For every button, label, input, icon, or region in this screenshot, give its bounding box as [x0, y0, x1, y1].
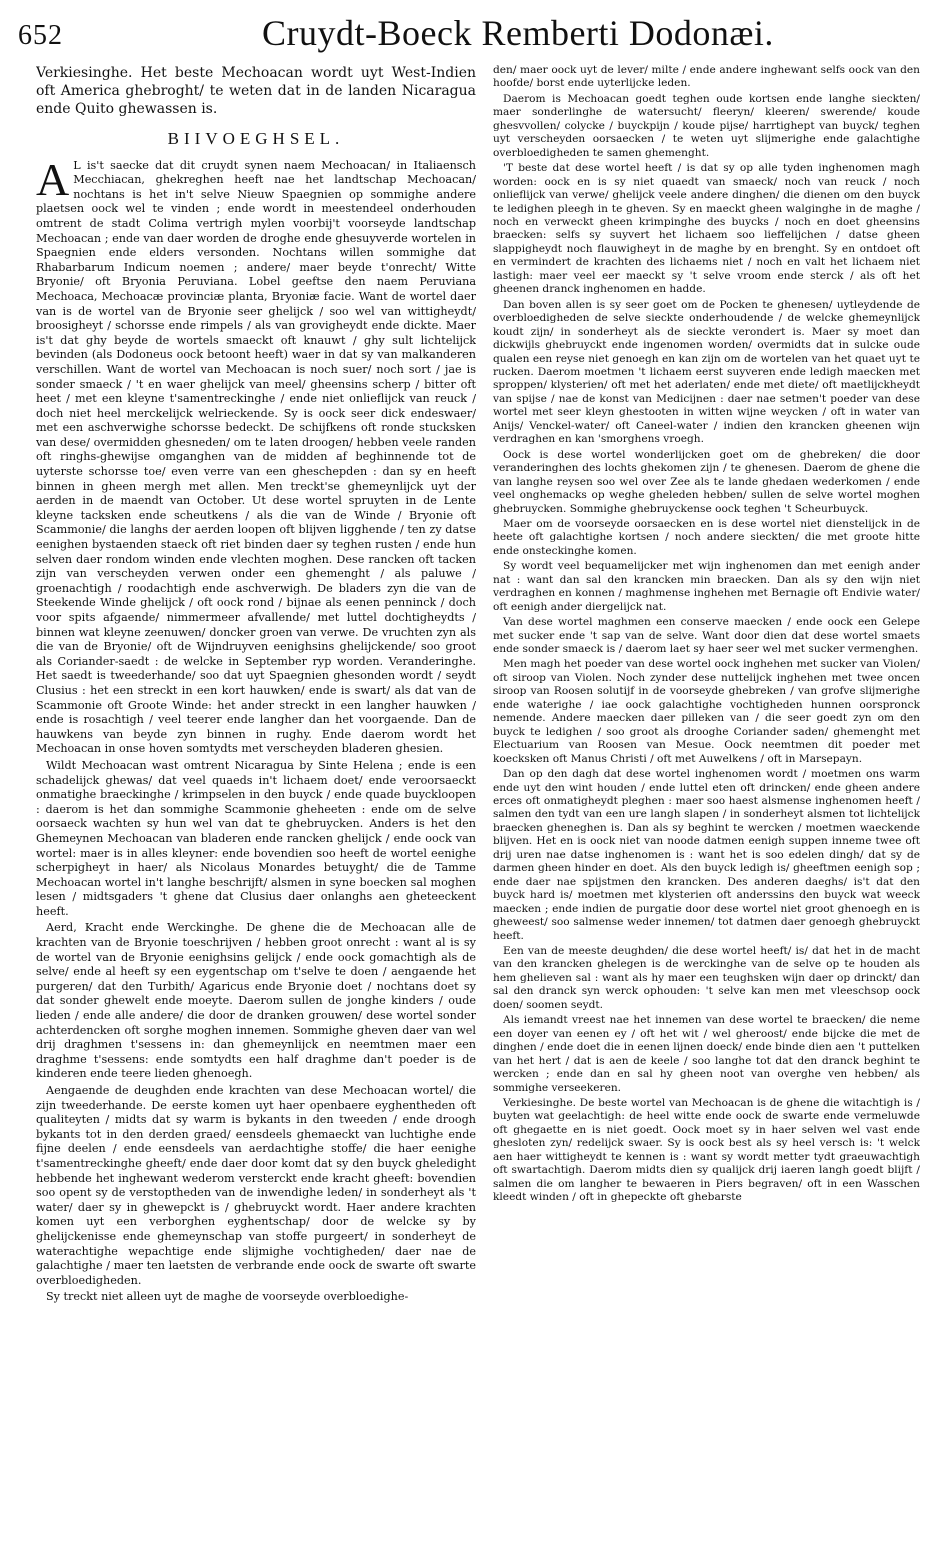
- paragraph-right-6: Maer om de voorseyde oorsaecken en is dese wortel niet dienstelijck in de heete oft galachtighe kortsen / noch andere sieckten/ die met groote hitte ende onsteckinghe komen.: [493, 517, 920, 557]
- left-column: [36, 64, 476, 1560]
- paragraph-right-10: Dan op den dagh dat dese wortel inghenomen wordt / moetmen ons warm ende uyt den wint houden / ende luttel eten oft drincken/ ende gheen andere erces oft onmatigheydt pleghen : maer soo haest alsmense inghenomen heeft / salmen den tydt van een ure langh slapen / in sonderheyt alsmen tot lichtelijck braecken gheneghen is. Dan als sy beghint te wercken / moetmen waeckende blijven. Het en is oock niet van noode datmen eenigh suppen inneme twee oft drij uren nae datse inghenomen is : want het is soo edelen dingh/ dat sy de darmen gheen hinder en doet. Als den buyck ledigh is/ gheeftmen eenigh sop ; ende daer nae spijstmen den krancken. Des anderen daeghs/ is't dat den buyck hard is/ moetmen met klysterien oft anderssins den buyck wat weeck maecken ; ende indien de purgatie door dese wortel niet groot ghenoegh en is gheweest/ soo salmense weder innemen/ tot datmen daer genoegh ghebruyckt heeft.: [493, 768, 920, 942]
- paragraph-right-4: Dan boven allen is sy seer goet om de Pocken te ghenesen/ uytleydende de overbloedigheden de selve sieckte onderhoudende / de welcke ghemeynlijck koudt zijn/ in sonderheyt als de sieckte verondert is. Maer sy moet dan dickwijls ghebruyckt ende ingenomen worden/ overmidts dat in sulcke oude qualen een reyse niet genoegh en kan zijn om de wortelen van het quaet uyt te rucken. Daerom moetmen 't lichaem eerst suyveren ende ledigh maecken met sproppen/ klysterien/ oft met het aderlaten/ ende met diete/ oft maetlijckheydt van spijse / nae de konst van Medicijnen : daer nae setmen't poeder van dese wortel met seer kleyn ghestooten in witten wijne weycken / oft in water van Anijs/ Venckel-water/ oft Caneel-water / indien den krancken gheenen wijn verdraghen en kan 'smorghens vroegh.: [493, 298, 920, 446]
- page-number: 652: [18, 20, 63, 51]
- verkiesinghe-intro: Verkiesinghe. Het beste Mechoacan wordt uyt West-Indien oft America ghebroght/ te weten dat in de landen Nicaragua ende Quito ghewassen is.: [36, 65, 476, 117]
- paragraph-text: L is't saecke dat dit cruydt synen naem Mechoacan/ in Italiaensch Mecchiacan, ghekreghen heeft nae het landtschap Mechoacan/ nochtans is het in't selve Nieuw Spaegnien op sommighe andere plaetsen oock wel te vinden ; ende wordt in meestendeel onderhouden omtrent de stadt Colima vertrigh mylen voorbij't voorseyde landtschap Mechoacan ; ende van daer worden de droghe ende ghesuyverde wortelen in Spaegnien ende elders versonden. Nochtans willen sommighe dat Rhabarbarum Indicum noemen ; andere/ maer beyde t'onrecht/ Witte Bryonie/ oft Bryonia Peruviana. Lobel geeftse den naem Peruviana Mechoaca, Mechoacæ provinciæ planta, Bryoniæ facie. Want de wortel daer van is de wortel van de Bryonie seer ghelijck / soo wel van wittigheydt/ broosigheyt / schorsse ende rimpels / als van grovigheydt ende dickte. Maer is't dat ghy beyde de wortels smaeckt oft knauwt / ghy sult lichtelijck bevinden (als Dodoneus oock betoont heeft) waer in dat sy van malkanderen verschillen. Want de wortel van Mechoacan is noch suer/ noch sort / jae is sonder smaeck / 't en waer ghelijck van meel/ gheensins scherp / bitter oft heet / met een kleyne t'samentreckinghe / ende niet onlieflijck van reuck / doch niet heel merckelijck welrieckende. Sy is oock seer dick endeswaer/ met een aschverwighe schorsse bedeckt. De schijfkens oft ronde stucksken van dese/ overmidden ghesneden/ om te laten droogen/ hebben veele randen oft ringhs-ghewijse omganghen van de midden af beghinnende tot de uyterste schorsse toe/ even verre van een gheschepden : dan sy en heeft binnen in gheen mergh met allen. Men treckt'se ghemeynlijck uyt der aerden in de maendt van October. Ut dese wortel spruyten in de Lente kleyne tacksken ende scheutkens / als die van de Winde / Bryonie oft Scammonie/ die langhs der aerden loopen oft blijven ligghende / ten zy datse eenighen bystaenden staeck oft riet binden daer sy teghen rusten / ende hun selven daer rondom winden ende vlechten moghen. Dese rancken oft tacken zijn van verscheyden verwen onder een ghemenght / als paluwe / groenachtigh / roodachtigh ende aschverwigh. De bladers zyn die van de Steekende Winde ghelijck / oft oock rond / bijnae als eenen penninck / doch voor spits afgaende/ nimmermeer afvallende/ met luttel dochtigheydts / binnen wat kleyne zeenuwen/ doncker groen van verwe. De vruchten zyn als die van de Bryonie/ oft de Wijndruyven eenighsins ghelijckende/ soo groot als Coriander-saedt : de welcke in September ryp worden. Veranderinghe. Het saedt is tweederhande/ soo dat uyt Spaegnien ghesonden wordt / seydt Clusius : het een streckt in een kort hauwken/ ende is swart/ als dat van de Scammonie oft Groote Winde: het ander streckt in een langher hauwken / ende is rosachtigh / veel teerer ende langher dan het voorgaende. Dan de hauwkens van beyde zyn binnen in rughy. Ende daerom wordt het Mechoacan in onse hoven somtydts met verscheyden bladeren ghesien.: [36, 158, 476, 756]
- page-header: [0, 0, 950, 60]
- paragraph-right-3: 'T beste dat dese wortel heeft / is dat sy op alle tyden inghenomen magh worden: oock en is sy niet quaedt van smaeck/ noch van reuck / noch onlieflijck van verwe/ ghelijck veele andere dinghen/ die dienen om den buyck te ledighen pleegh in te gheven. Sy en maeckt gheen walginghe in de maghe / noch en verweckt gheen krimpinghe des buycks / noch en doet gheensins braecken: selfs sy suyvert het lichaem soo lieffelijchen / datse gheen slappigheydt noch flauwigheyt in de maghe by en brenght. Sy en ontdoet oft en vermindert de krachten des lichaems niet / noch en valt het lichaem niet lastigh: maer veel eer maeckt sy 't selve vroom ende sterck / als oft het gheenen dranck inghenomen en hadde.: [493, 162, 920, 296]
- paragraph-right-9: Men magh het poeder van dese wortel oock inghehen met sucker van Violen/ oft siroop van Violen. Noch zynder dese nuttelijck inghehen met twee oncen siroop van Roosen solutijf in de voorseyde ghebreken / van grofve slijmerighe ende waterighe / iae oock galachtighe vochtigheden hunnen oorspronck nemende. Andere maecken daer pilleken van / die seer goedt zyn om den buyck te ledighen / soo groot als drooghe Coriander saden/ ghemenght met Electuarium van Roosen van Mesue. Oock neemtmen dit poeder met koecksken oft Manus Christi / oft met Auwelkens / oft in Marsepayn.: [493, 658, 920, 765]
- paragraph-bijvoeghsel-1: [36, 153, 476, 757]
- paragraph-bijvoeghsel-2: Wildt Mechoacan wast omtrent Nicaragua by Sinte Helena ; ende is een schadelijck ghewas/ dat veel quaeds in't lichaem doet/ ende veroorsaeckt onmatighe braeckinghe / krimpselen in den buyck / ende quade buyckloopen : daerom is het dan sommighe Scammonie gheheeten : ende om de selve oorsaeck wachten sy hun wel van dat te ghebruycken. Anders is het den Ghemeynen Mechoacan van bladeren ende rancken ghelijck / ende oock van wortel: maer is in alles kleyner: ende bovendien soo heeft de wortel eenighe scherpigheyt in haer/ als Nicolaus Monardes betuyght/ die de Tamme Mechoacan wortel in't langhe beschrijft/ alsmen in syne boecken sal moghen lesen / midtsgaders 't ghene dat Clusius daer onlanghs aen gheteeckent heeft.: [36, 758, 476, 918]
- paragraph-right-7: Sy wordt veel bequamelijcker met wijn inghenomen dan met eenigh ander nat : want dan sal den krancken min braecken. Dan als sy den wijn niet verdraghen en konnen / maghmense inghehen met Bernagie oft Endivie water/ oft eenigh ander diergelijck nat.: [493, 560, 920, 613]
- paragraph-right-5: Oock is dese wortel wonderlijcken goet om de ghebreken/ die door veranderinghen des lochts ghekomen zijn / te ghenesen. Daerom de ghene die van langhe reysen soo wel over Zee als te lande ghedaen wederkomen / ende veel onghemacks op weghe gheleden hebben/ sullen de selve wortel moghen ghebruycken. Sommighe ghebruyckense oock teghen 't Scheurbuyck.: [493, 448, 920, 515]
- paragraph-bijvoeghsel-4: Aengaende de deughden ende krachten van dese Mechoacan wortel/ die zijn tweederhande. De eerste komen uyt haer openbaere eyghentheden oft qualiteyten / midts dat sy warm is bykants in den tweeden / ende droogh bykants tot in den derden graed/ eensdeels ghemaeckt van luchtighe ende fijne deelen / ende eensdeels van aerdachtighe stoffe/ die haer eenighe t'samentreckinghe gheeft/ ende daer door komt dat sy den buyck gheledight hebbende het inghewant wederom versterckt ende kracht gheeft: bovendien soo opent sy de verstoptheden van de inwendighe leden/ in sonderheyt als 't water/ daer sy in ghewepckt is / ghebruyckt wordt. Haer andere krachten komen uyt een verborghen eyghentschap/ door de welcke sy by ghelijckenisse ende ghemeynschap van stoffe purgeert/ in sonderheyt de waterachtighe wepachtige ende slijmighe vochtigheden/ daer nae de galachtighe / maer ten laetsten de verbrande ende oock de swarte oft swarte overbloedigheden.: [36, 1084, 476, 1287]
- paragraph-right-12: Als iemandt vreest nae het innemen van dese wortel te braecken/ die neme een doyer van eenen ey / oft het wit / wel gheroost/ ende bijcke die met de dinghen / ende doet die in eenen lijnen doeck/ ende binde dien aen 't puttelken van het hert / dat is aen de keele / soo langhe tot dat den dranck beghint te wercken ; ende dan en sal hy gheen noot van overghe ven hebben/ als sommighe verseekeren.: [493, 1014, 920, 1094]
- paragraph-right-2: Daerom is Mechoacan goedt teghen oude kortsen ende langhe sieckten/ maer sonderlinghe de watersucht/ fleeryn/ kleeren/ swerende/ koude ghesvvollen/ colycke / buyckpijn / koude pijse/ harrtighept van buyck/ teghen uyt verscheyden oorsaecken / te weten uyt slijmerighe ende galachtighe overbloedigheden te samen ghemenght.: [493, 92, 920, 159]
- section-heading: BIIVOEGHSEL.: [167, 129, 345, 148]
- running-title: Cruydt-Boeck Remberti Dodonæi.: [262, 13, 774, 53]
- right-column: [493, 64, 920, 1560]
- paragraph-bijvoeghsel-3: Aerd, Kracht ende Werckinghe. De ghene die de Mechoacan alle de krachten van de Bryonie toeschrijven / hebben groot onrecht : want al is sy de wortel van de Bryonie eenighsins gelijck / ende oock gomachtigh als de selve/ ende al heeft sy een eygentschap om t'selve te doen / aengaende het purgeren/ dat den Turbith/ Agaricus ende Bryonie doet / nochtans doet sy dat sonder ghewelt ende moeyte. Daerom sullen de jonghe kinders / oude lieden / ende alle andere/ die door de dranken grouwen/ dese wortel sonder achterdencken oft sorghe moghen innemen. Sommighe gheven daer van wel drij draghmen t'sessens in: dan ghemeynlijck en neemtmen maer een draghme t'sessens: ende somtydts een half draghme dan't poeder is de kinderen ende teere lieden ghenoegh.: [36, 921, 476, 1081]
- paragraph-right-1: den/ maer oock uyt de lever/ milte / ende andere inghewant selfs oock van den hoofde/ borst ende uyterlijcke leden.: [493, 64, 920, 90]
- dropcap-letter: A: [36, 153, 70, 205]
- paragraph-right-11: Een van de meeste deughden/ die dese wortel heeft/ is/ dat het in de macht van den krancken ghelegen is de werckinghe van de selve op te houden als hem ghelieven sal : want als hy maer een teughsken wijn daer op drinckt/ dan sal den dranck syn werck ophouden: 't selve kan men met vleeschsop oock doen/ soomen seydt.: [493, 945, 920, 1011]
- paragraph-right-13: Verkiesinghe. De beste wortel van Mechoacan is de ghene die witachtigh is / buyten wat geelachtigh: de heel witte ende oock de swarte ende vermeluwde oft ghegaette en is niet goedt. Oock moet sy in haer selven wel vast ende ghesloten zyn/ redelijck swaer. Sy is oock best als sy heel versch is: 't welck aen haer wittigheydt te kennen is : want sy wordt metter tydt graeuwachtigh oft swartachtigh. Daerom midts dien sy qualijck drij iaeren langh goedt blijft / salmen die om langher te bewaeren in Piers begraven/ oft in een Wasschen kleedt winden / oft in ghepeckte oft ghebarste: [493, 1096, 920, 1204]
- paragraph-right-8: Van dese wortel maghmen een conserve maecken / ende oock een Gelepe met sucker ende 't sap van de selve. Want door dien dat dese wortel smaets ende sonder smaeck is / daerom laet sy haer seer wel met sucker vermenghen.: [493, 616, 920, 656]
- paragraph-bijvoeghsel-5: Sy treckt niet alleen uyt de maghe de voorseyde overbloedighe-: [46, 1290, 409, 1304]
